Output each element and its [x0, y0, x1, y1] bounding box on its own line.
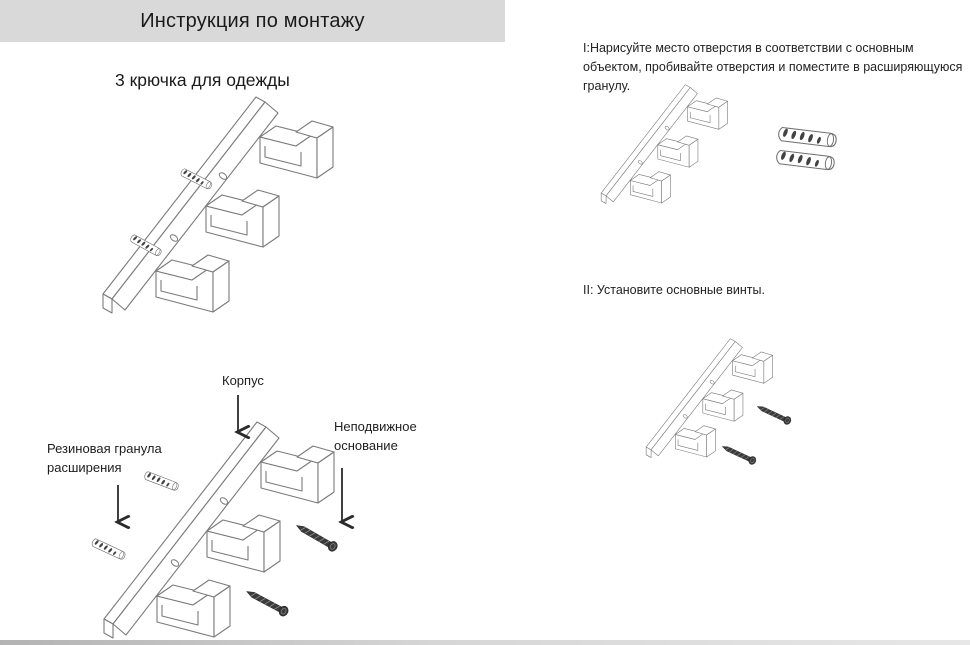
- screw-icon: [294, 521, 339, 553]
- callout-body-label: Корпус: [222, 373, 264, 388]
- callout-expansion-plug-label: Резиновая гранула расширения: [47, 441, 162, 475]
- header-bar: [0, 0, 505, 42]
- hook-rail-drawing: [601, 85, 728, 204]
- step-2-text: II: Установите основные винты.: [583, 283, 765, 297]
- wall-anchor-icon: [776, 149, 835, 171]
- diagram-assembled-view: [70, 92, 370, 354]
- callout-fixed-base-label: Неподвижное основание: [334, 419, 417, 453]
- diagram-exploded-view: [30, 368, 480, 645]
- step-1-text: I:Нарисуйте место отверстия в соответствии с основным объектом, пробивайте отверстия и поместите в расширяющуюся гранулу.: [583, 41, 963, 93]
- screw-icon: [756, 403, 793, 426]
- diagram-step-1: [560, 80, 870, 218]
- footer-strip: [0, 640, 970, 645]
- wall-anchor-icon: [91, 538, 127, 561]
- hook-rail-drawing: [103, 97, 333, 313]
- screw-icon: [721, 443, 758, 466]
- wall-anchor-icon: [778, 126, 837, 148]
- hook-rail-drawing: [646, 339, 773, 458]
- product-title: 3 крючка для одежды: [115, 70, 290, 90]
- diagram-step-2: [600, 328, 880, 518]
- screw-icon: [244, 587, 289, 618]
- page-title: Инструкция по монтажу: [140, 9, 365, 32]
